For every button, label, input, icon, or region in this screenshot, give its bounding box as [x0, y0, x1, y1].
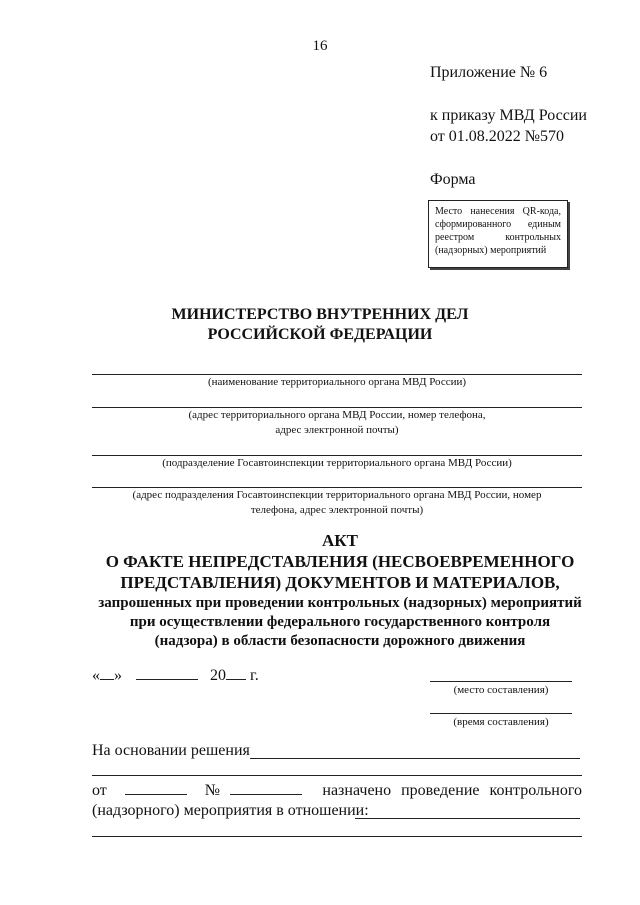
appendix-number: Приложение № 6 [430, 64, 548, 81]
act-subtitle-line3: (надзора) в области безопасности дорожного движения [154, 633, 526, 649]
decision-field[interactable] [250, 758, 580, 759]
subdivision-caption: (подразделение Госавтоинспекции территориального органа МВД России) [162, 457, 512, 469]
decision-line2: (надзорного) мероприятия в отношении: [92, 802, 369, 819]
month-field[interactable] [136, 667, 198, 680]
organ-address-caption-line2: адрес электронной почты) [275, 424, 399, 436]
ministry-title-line1: МИНИСТЕРСТВО ВНУТРЕННИХ ДЕЛ [171, 306, 469, 323]
date-close-quote: » [114, 667, 122, 684]
act-subtitle-line2: при осуществлении федерального государственного контроля [129, 614, 551, 630]
act-subtitle [60, 594, 620, 651]
decision-number-field[interactable] [230, 782, 302, 795]
subdivision-address-caption [92, 488, 582, 518]
place-caption: (место составления) [453, 684, 549, 696]
act-title-line1: О ФАКТЕ НЕПРЕДСТАВЛЕНИЯ (НЕСВОЕВРЕМЕННОГО [105, 552, 575, 571]
year-field[interactable] [226, 667, 246, 680]
appendix-header [430, 62, 587, 190]
act-heading [60, 530, 620, 593]
year-prefix: 20 [210, 667, 226, 684]
date-open-quote: « [92, 667, 100, 684]
subdivision-address-caption-line1: (адрес подразделения Госавтоинспекции территориального органа МВД России, номер [132, 489, 542, 501]
act-title-line2: ПРЕДСТАВЛЕНИЯ) ДОКУМЕНТОВ И МАТЕРИАЛОВ, [120, 573, 560, 592]
decision-from-row [92, 782, 582, 800]
organ-address-caption [92, 408, 582, 438]
assigned-text: назначено проведение контрольного [322, 782, 582, 799]
ministry-title-line2: РОССИЙСКОЙ ФЕДЕРАЦИИ [207, 326, 433, 343]
ministry-title [0, 305, 640, 345]
form-label: Форма [430, 171, 476, 188]
organ-address-caption-line1: (адрес территориального органа МВД России, номер телефона, [188, 409, 486, 421]
order-reference-line2: от 01.08.2022 №570 [430, 128, 565, 145]
from-label: от [92, 782, 107, 799]
order-reference-line1: к приказу МВД России [430, 107, 587, 124]
decision-label: На основании решения [92, 742, 250, 759]
decision-date-field[interactable] [125, 782, 187, 795]
act-title: АКТ [322, 531, 358, 550]
subject-field-continuation[interactable] [92, 836, 582, 837]
qr-code-placeholder: Место нанесения QR-кода, сформированного единым реестром контрольных (надзорных) мероприятий [428, 200, 568, 268]
subdivision-address-caption-line2: телефона, адрес электронной почты) [250, 504, 424, 516]
time-line[interactable] [430, 713, 572, 714]
place-line[interactable] [430, 681, 572, 682]
decision-field-continuation[interactable] [92, 775, 582, 776]
page-number: 16 [312, 38, 328, 54]
date-row [92, 667, 259, 685]
year-suffix: г. [250, 667, 259, 684]
number-label: № [204, 782, 221, 799]
organ-name-caption: (наименование территориального органа МВД России) [207, 376, 467, 388]
act-subtitle-line1: запрошенных при проведении контрольных (надзорных) мероприятий [98, 595, 582, 611]
time-caption: (время составления) [453, 716, 549, 728]
day-field[interactable] [100, 667, 114, 680]
subject-field[interactable] [355, 818, 580, 819]
